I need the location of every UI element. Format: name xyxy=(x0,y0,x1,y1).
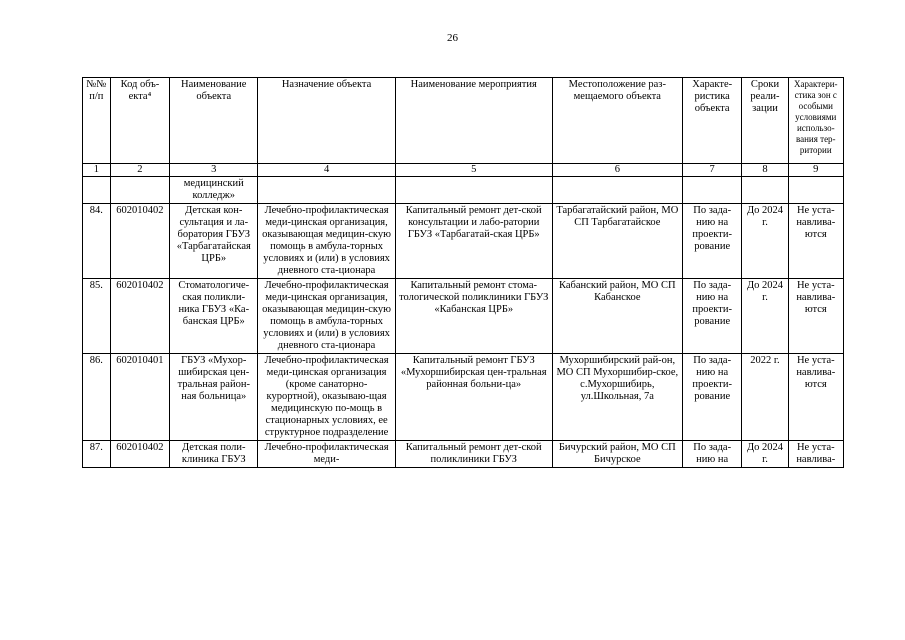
cell-num: 84. xyxy=(83,204,111,279)
column-number: 5 xyxy=(395,164,552,177)
header-cell-zones: Характери-стика зон с особыми условиями использо-вания тер-ритории xyxy=(788,78,843,164)
cell-code: 602010402 xyxy=(110,441,169,468)
cell-activity: Капитальный ремонт ГБУЗ «Мухоршибирская цен-тральная районная больни-ца» xyxy=(395,354,552,441)
cell-code xyxy=(110,177,169,204)
header-row xyxy=(83,78,844,164)
cell-purpose: Лечебно-профилактическая меди-цинская организация, оказывающая медицин-скую помощь в амбула-торных условиях и (или) в условиях дневного ста-ционара xyxy=(258,204,395,279)
cell-location: Бичурский район, МО СП Бичурское xyxy=(552,441,682,468)
table-row xyxy=(83,204,844,279)
cell-name: Детская поли-клиника ГБУЗ xyxy=(170,441,258,468)
cell-name: Стоматологиче-ская поликли-ника ГБУЗ «Ка-банская ЦРБ» xyxy=(170,279,258,354)
column-number: 1 xyxy=(83,164,111,177)
header-cell-purpose: Назначение объекта xyxy=(258,78,395,164)
cell-num: 86. xyxy=(83,354,111,441)
cell-zones: Не уста-навлива- xyxy=(788,441,843,468)
header-cell-name: Наименование объекта xyxy=(170,78,258,164)
cell-characteristic: По зада-нию на проекти-рование xyxy=(682,279,741,354)
cell-term xyxy=(742,177,788,204)
objects-table xyxy=(82,77,844,468)
cell-characteristic: По зада-нию на xyxy=(682,441,741,468)
cell-zones: Не уста-навлива-ются xyxy=(788,354,843,441)
column-number: 4 xyxy=(258,164,395,177)
header-cell-num: №№ п/п xyxy=(83,78,111,164)
cell-location xyxy=(552,177,682,204)
continuation-row xyxy=(83,177,844,204)
cell-name: Детская кон-сультация и ла-боратория ГБУЗ «Тарбагатайская ЦРБ» xyxy=(170,204,258,279)
cell-purpose: Лечебно-профилактическая меди-цинская организация, оказывающая медицин-скую помощь в амбула-торных условиях и (или) в условиях дневного ста-ционара xyxy=(258,279,395,354)
cell-term: До 2024 г. xyxy=(742,441,788,468)
cell-characteristic xyxy=(682,177,741,204)
header-cell-code: Код объ-екта⁴ xyxy=(110,78,169,164)
cell-term: 2022 г. xyxy=(742,354,788,441)
cell-purpose: Лечебно-профилактическая меди-цинская организация (кроме санаторно-курортной), оказываю-щая медицинскую по-мощь в стационарных условиях, ее структурное подразделение xyxy=(258,354,395,441)
cell-zones xyxy=(788,177,843,204)
cell-code: 602010402 xyxy=(110,204,169,279)
cell-purpose xyxy=(258,177,395,204)
cell-num: 85. xyxy=(83,279,111,354)
cell-location: Тарбагатайский район, МО СП Тарбагатайское xyxy=(552,204,682,279)
cell-code: 602010402 xyxy=(110,279,169,354)
table-row xyxy=(83,279,844,354)
header-cell-location: Местоположение раз-мещаемого объекта xyxy=(552,78,682,164)
header-cell-activity: Наименование мероприятия xyxy=(395,78,552,164)
cell-activity: Капитальный ремонт дет-ской поликлиники ГБУЗ xyxy=(395,441,552,468)
column-number: 3 xyxy=(170,164,258,177)
cell-activity: Капитальный ремонт дет-ской консультации и лабо-ратории ГБУЗ «Тарбагатай-ская ЦРБ» xyxy=(395,204,552,279)
column-number: 7 xyxy=(682,164,741,177)
cell-location: Мухоршибирский рай-он, МО СП Мухоршибир-ское, с.Мухоршибирь, ул.Школьная, 7а xyxy=(552,354,682,441)
cell-name: ГБУЗ «Мухор-шибирская цен-тральная район-ная больница» xyxy=(170,354,258,441)
column-number: 8 xyxy=(742,164,788,177)
column-number: 6 xyxy=(552,164,682,177)
cell-purpose: Лечебно-профилактическая меди- xyxy=(258,441,395,468)
cell-num xyxy=(83,177,111,204)
cell-characteristic: По зада-нию на проекти-рование xyxy=(682,204,741,279)
cell-activity xyxy=(395,177,552,204)
cell-code: 602010401 xyxy=(110,354,169,441)
column-number: 2 xyxy=(110,164,169,177)
header-cell-term: Сроки реали-зации xyxy=(742,78,788,164)
header-cell-characteristic: Характе-ристика объекта xyxy=(682,78,741,164)
table-row xyxy=(83,441,844,468)
cell-num: 87. xyxy=(83,441,111,468)
table-row xyxy=(83,354,844,441)
cell-term: До 2024 г. xyxy=(742,204,788,279)
cell-zones: Не уста-навлива-ются xyxy=(788,279,843,354)
cell-characteristic: По зада-нию на проекти-рование xyxy=(682,354,741,441)
cell-term: До 2024 г. xyxy=(742,279,788,354)
cell-location: Кабанский район, МО СП Кабанское xyxy=(552,279,682,354)
column-number-row xyxy=(83,164,844,177)
cell-zones: Не уста-навлива-ются xyxy=(788,204,843,279)
page-number: 26 xyxy=(447,32,458,44)
column-number: 9 xyxy=(788,164,843,177)
cell-name: медицинский колледж» xyxy=(170,177,258,204)
cell-activity: Капитальный ремонт стома-тологической поликлиники ГБУЗ «Кабанская ЦРБ» xyxy=(395,279,552,354)
